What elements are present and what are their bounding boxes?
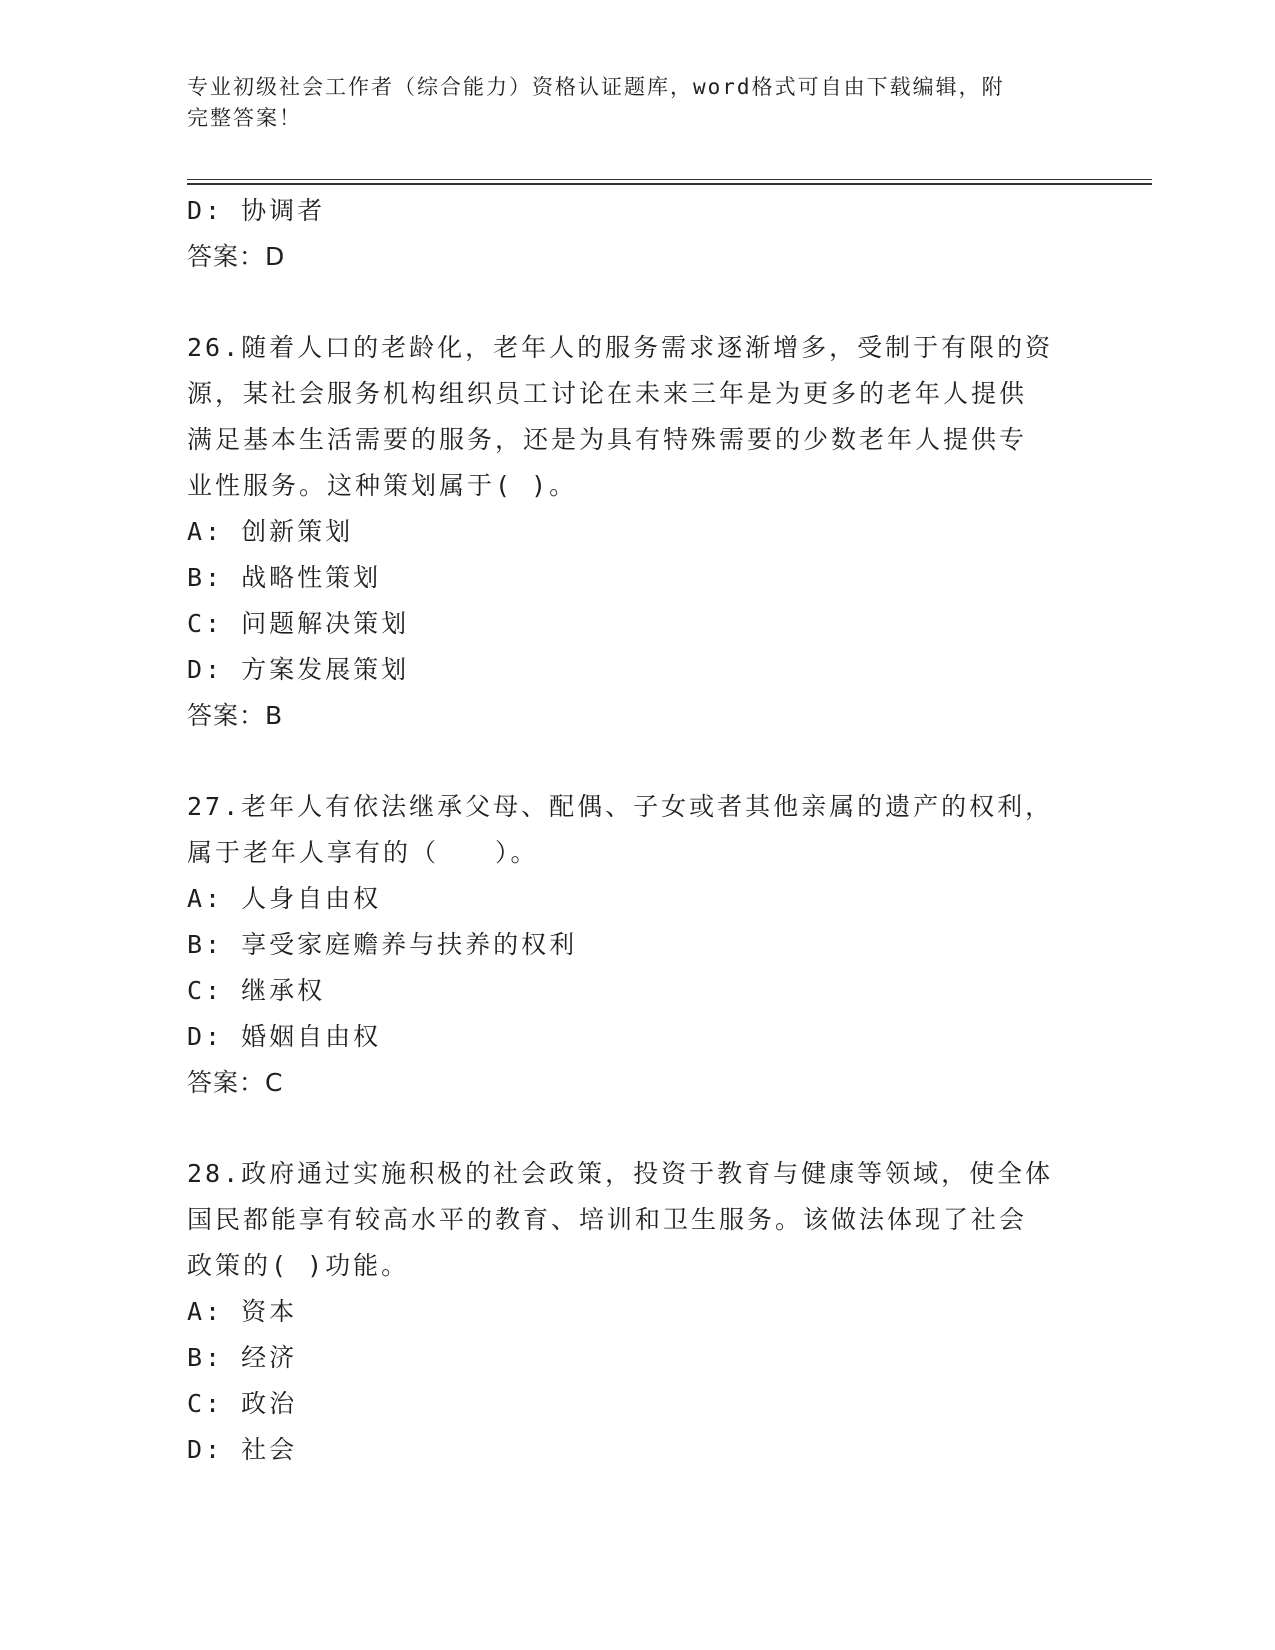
header-divider-thick xyxy=(187,183,1152,185)
option-c: C: 问题解决策划 xyxy=(187,609,410,638)
option-d: D: 方案发展策划 xyxy=(187,655,410,684)
question-list xyxy=(187,188,1082,1473)
question-stem-line: 政策的( )功能。 xyxy=(187,1251,410,1280)
question-stem-line: 属于老年人享有的（ ）。 xyxy=(187,838,539,867)
answer-line: 答案：D xyxy=(187,242,286,271)
question-stem-line: 国民都能享有较高水平的教育、培训和卫生服务。该做法体现了社会 xyxy=(187,1205,1028,1234)
question-stem-line: 28.政府通过实施积极的社会政策，投资于教育与健康等领域，使全体 xyxy=(187,1159,1054,1188)
option-a: A: 创新策划 xyxy=(187,517,354,546)
answer-line: 答案：C xyxy=(187,1068,284,1097)
header-line-2: 完整答案！ xyxy=(187,106,302,130)
header-divider-thin xyxy=(187,179,1152,180)
header-line-1: 专业初级社会工作者（综合能力）资格认证题库，word格式可自由下载编辑，附 xyxy=(187,75,1005,99)
option-a: A: 人身自由权 xyxy=(187,884,382,913)
option-b: B: 享受家庭赡养与扶养的权利 xyxy=(187,930,578,959)
question-28 xyxy=(187,1151,1082,1473)
option-b: B: 战略性策划 xyxy=(187,563,382,592)
option-b: B: 经济 xyxy=(187,1343,298,1372)
question-stem-line: 业性服务。这种策划属于( )。 xyxy=(187,471,578,500)
question-stem-line: 27.老年人有依法继承父母、配偶、子女或者其他亲属的遗产的权利， xyxy=(187,792,1054,821)
question-stem-line: 26.随着人口的老龄化，老年人的服务需求逐渐增多，受制于有限的资 xyxy=(187,333,1054,362)
answer-line: 答案：B xyxy=(187,701,284,730)
option-c: C: 继承权 xyxy=(187,976,326,1005)
page-header xyxy=(187,72,1087,134)
question-26 xyxy=(187,325,1082,739)
option-a: A: 资本 xyxy=(187,1297,298,1326)
question-stem-line: 满足基本生活需要的服务，还是为具有特殊需要的少数老年人提供专 xyxy=(187,425,1028,454)
question-stem-line: 源，某社会服务机构组织员工讨论在未来三年是为更多的老年人提供 xyxy=(187,379,1028,408)
option-d: D: 协调者 xyxy=(187,196,326,225)
previous-question-tail xyxy=(187,188,1082,280)
option-d: D: 社会 xyxy=(187,1435,298,1464)
option-d: D: 婚姻自由权 xyxy=(187,1022,382,1051)
question-27 xyxy=(187,784,1082,1106)
option-c: C: 政治 xyxy=(187,1389,298,1418)
